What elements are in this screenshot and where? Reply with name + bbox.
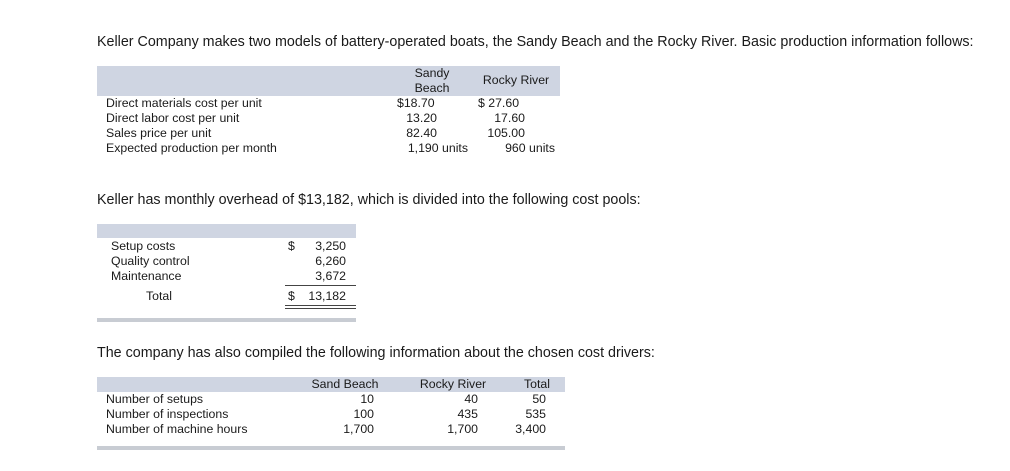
header-rocky: Rocky River [482,73,550,87]
driver-total: 50 [532,392,546,406]
pool-dollar: $ [288,239,295,253]
drivers-text: The company has also compiled the following information about the chosen cost drivers: [97,345,655,361]
driver-label: Number of setups [106,392,204,406]
driver-total: 535 [525,407,546,421]
header-sandy-line2: Beach [414,81,450,95]
pool-label: Quality control [111,254,190,268]
pool-value: 3,250 [315,239,346,253]
pool-value: 6,260 [315,254,346,268]
driver-sandy: 100 [353,407,374,421]
cell-sandy: 82.40 [406,126,437,140]
drivers-header-total: Total [524,377,550,391]
drivers-header-sandy: Sand Beach [311,377,379,391]
row-label: Direct labor cost per unit [106,111,240,125]
pools-footer-bar [97,318,356,322]
subtotal-rule [285,285,356,286]
cell-rocky: 105.00 [487,126,525,140]
row-label: Sales price per unit [106,126,212,140]
driver-rocky: 40 [464,392,478,406]
total-double-rule-top [285,305,356,306]
header-sandy-line1: Sandy [414,66,450,80]
pool-value: 3,672 [315,269,346,283]
row-label: Direct materials cost per unit [106,96,262,110]
drivers-footer-bar [97,446,565,450]
intro-text: Keller Company makes two models of battery-operated boats, the Sandy Beach and the Rocky River. Basic production information follows: [97,34,974,50]
driver-sandy: 10 [360,392,374,406]
pool-label: Setup costs [111,239,176,253]
overhead-text: Keller has monthly overhead of $13,182, which is divided into the following cost pools: [97,192,641,208]
total-double-rule-bottom [285,308,356,309]
driver-rocky: 435 [457,407,478,421]
driver-label: Number of machine hours [106,422,248,436]
cell-sandy: 1,190 units [407,141,468,155]
cell-sandy: 13.20 [406,111,437,125]
driver-total: 3,400 [515,422,546,436]
pools-header-bar [97,224,356,238]
cell-rocky: 960 units [505,141,555,155]
pool-total-label: Total [146,289,172,303]
driver-sandy: 1,700 [343,422,374,436]
row-label: Expected production per month [106,141,277,155]
driver-rocky: 1,700 [447,422,478,436]
driver-label: Number of inspections [106,407,229,421]
pool-total-value: 13,182 [308,289,346,303]
cell-rocky: 17.60 [494,111,525,125]
cell-rocky: $ 27.60 [478,96,520,110]
pool-label: Maintenance [111,269,182,283]
cell-sandy: $18.70 [397,96,435,110]
drivers-header-rocky: Rocky River [419,377,487,391]
pool-total-dollar: $ [288,289,295,303]
